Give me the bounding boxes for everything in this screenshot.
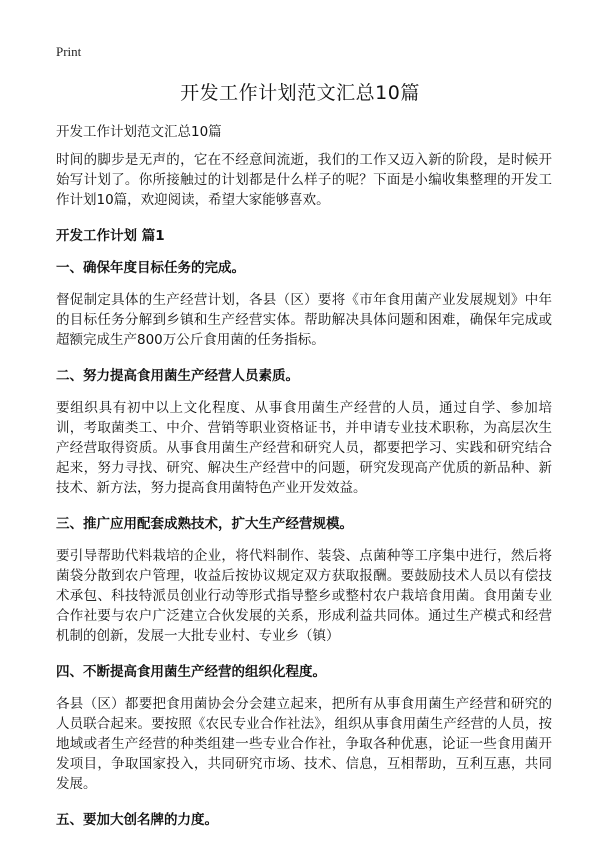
section-heading-2: 二、努力提高食用菌生产经营人员素质。 — [56, 368, 299, 384]
intro-paragraph: 时间的脚步是无声的，它在不经意间流逝，我们的工作又迈入新的阶段，是时候开始写计划了。你所接触过的计划都是什么样子的呢？下面是小编收集整理的开发工作计划10篇，欢迎阅读，希望大家能够喜欢。 — [56, 152, 552, 208]
section-body-4: 各县（区）都要把食用菌协会分会建立起来，把所有从事食用菌生产经营和研究的人员联合起来。要按照《农民专业合作社法》，组织从事食用菌生产经营的人员，按地域或者生产经营的种类组建一些专业合作社，争取各种优惠，论证一些食用菌开发项目，争取国家投入，共同研究市场、技术、信息，互相帮助，互利互惠，共同发展。 — [56, 696, 552, 792]
print-label: Print — [56, 44, 82, 59]
section-body-3: 要引导帮助代料栽培的企业，将代料制作、装袋、点菌种等工序集中进行，然后将菌袋分散到农户管理，收益后按协议规定双方获取报酬。要鼓励技术人员以有偿技术承包、科技特派员创业行动等形式指导整乡或整村农户栽培食用菌。食用菌专业合作社要与农户广泛建立合伙发展的关系，形成利益共同体。通过生产模式和经营机制的创新，发展一大批专业村、专业乡（镇） — [56, 548, 552, 644]
section-body-2: 要组织具有初中以上文化程度、从事食用菌生产经营的人员，通过自学、参加培训，考取菌类工、中介、营销等职业资格证书，并申请专业技术职称，为高层次生产经营取得资质。从事食用菌生产经营和研究人员，都要把学习、实践和研究结合起来，努力寻找、研究、解决生产经营中的问题，研究发现高产优质的新品种、新技术、新方法，努力提高食用菌特色产业开发效益。 — [56, 400, 552, 496]
section-heading-5: 五、要加大创名牌的力度。 — [56, 812, 218, 828]
document-content — [56, 122, 552, 842]
section-heading-1: 一、确保年度目标任务的完成。 — [56, 260, 245, 276]
section-body-1: 督促制定具体的生产经营计划，各县（区）要将《市年食用菌产业发展规划》中年的目标任务分解到乡镇和生产经营实体。帮助解决具体问题和困难，确保年完成或超额完成生产800万公斤食用菌的任务指标。 — [56, 292, 552, 348]
document-title: 开发工作计划范文汇总10篇 — [180, 82, 420, 104]
section-heading-4: 四、不断提高食用菌生产经营的组织化程度。 — [56, 664, 326, 680]
document-subtitle: 开发工作计划范文汇总10篇 — [56, 124, 222, 140]
section-heading-3: 三、推广应用配套成熟技术，扩大生产经营规模。 — [56, 516, 353, 532]
article-heading: 开发工作计划 篇1 — [56, 228, 165, 244]
